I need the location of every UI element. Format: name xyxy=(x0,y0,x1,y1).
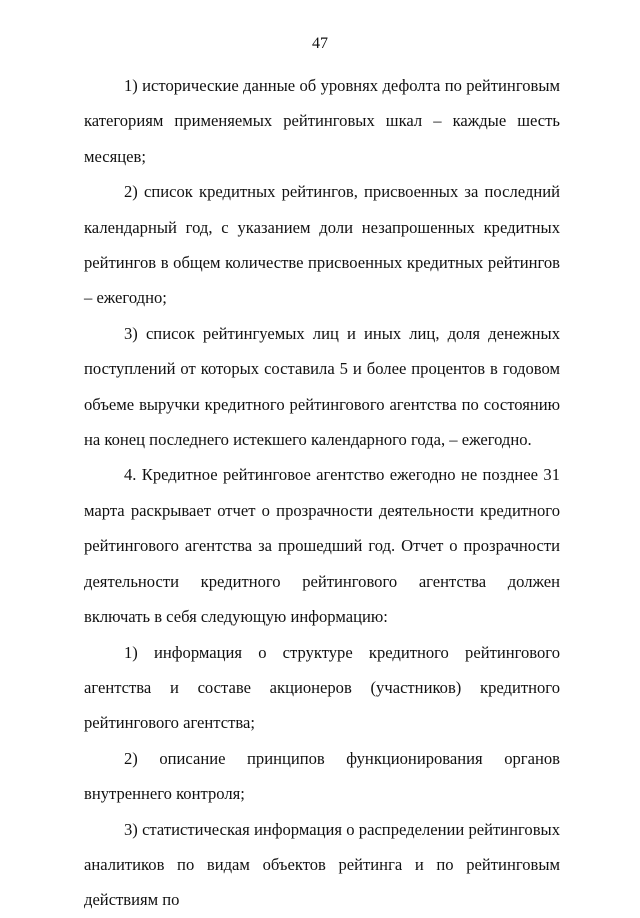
paragraph-internal-control: 2) описание принципов функционирования органов внутреннего контроля; xyxy=(84,748,560,804)
paragraph-agency-structure: 1) информация о структуре кредитного рейтингового агентства и составе акционеров (участников) кредитного рейтингового агентства; xyxy=(84,642,560,733)
document-body xyxy=(84,68,560,918)
paragraph-transparency-report: 4. Кредитное рейтинговое агентство ежегодно не позднее 31 марта раскрывает отчет о прозрачности деятельности кредитного рейтингового агентства за прошедший год. Отчет о прозрачности деятельности кредитного рейтингового агентства должен включать в себя следующую информацию: xyxy=(84,465,560,627)
paragraph-historical-default-data: 1) исторические данные об уровнях дефолта по рейтинговым категориям применяемых рейтинговых шкал – каждые шесть месяцев; xyxy=(84,76,560,166)
paragraph-rated-entities-list: 3) список рейтингуемых лиц и иных лиц, доля денежных поступлений от которых составила 5 и более процентов в годовом объеме выручки кредитного рейтингового агентства по состоянию на конец последнего истекшего календарного года, – ежегодно. xyxy=(84,323,560,450)
paragraph-analyst-statistics: 3) статистическая информация о распределении рейтинговых аналитиков по видам объектов рейтинга и по рейтинговым действиям по xyxy=(84,819,560,910)
page-number: 47 xyxy=(312,35,328,52)
paragraph-credit-ratings-list: 2) список кредитных рейтингов, присвоенных за последний календарный год, с указанием доли незапрошенных кредитных рейтингов в общем количестве присвоенных кредитных рейтингов – ежегодно; xyxy=(84,182,560,308)
